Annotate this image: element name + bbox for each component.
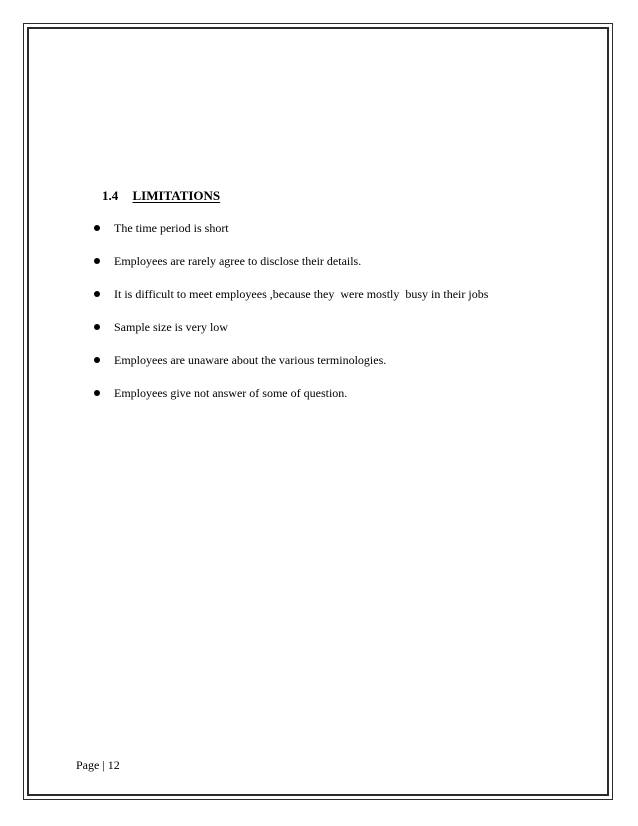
page-border-inner: [27, 27, 609, 796]
list-item: [94, 319, 228, 352]
limitations-list: [94, 220, 489, 418]
bullet-icon: [94, 258, 100, 264]
list-item: [94, 352, 387, 385]
list-item-text: Employees are rarely agree to disclose their details.: [114, 254, 362, 268]
section-number: 1.4: [102, 188, 119, 203]
bullet-icon: [94, 357, 100, 363]
list-item: [94, 385, 348, 418]
section-heading: [102, 188, 220, 204]
page-number: Page | 12: [76, 758, 120, 772]
bullet-icon: [94, 225, 100, 231]
list-item-text: Sample size is very low: [114, 320, 228, 334]
list-item-text: Employees are unaware about the various terminologies.: [114, 353, 387, 367]
bullet-icon: [94, 291, 100, 297]
list-item-text: Employees give not answer of some of question.: [114, 386, 348, 400]
bullet-icon: [94, 390, 100, 396]
list-item-text: It is difficult to meet employees ,because they were mostly busy in their jobs: [114, 287, 489, 301]
list-item-text: The time period is short: [114, 221, 229, 235]
bullet-icon: [94, 324, 100, 330]
list-item: [94, 220, 229, 253]
list-item: [94, 286, 489, 319]
list-item: [94, 253, 362, 286]
section-title: LIMITATIONS: [132, 188, 221, 203]
